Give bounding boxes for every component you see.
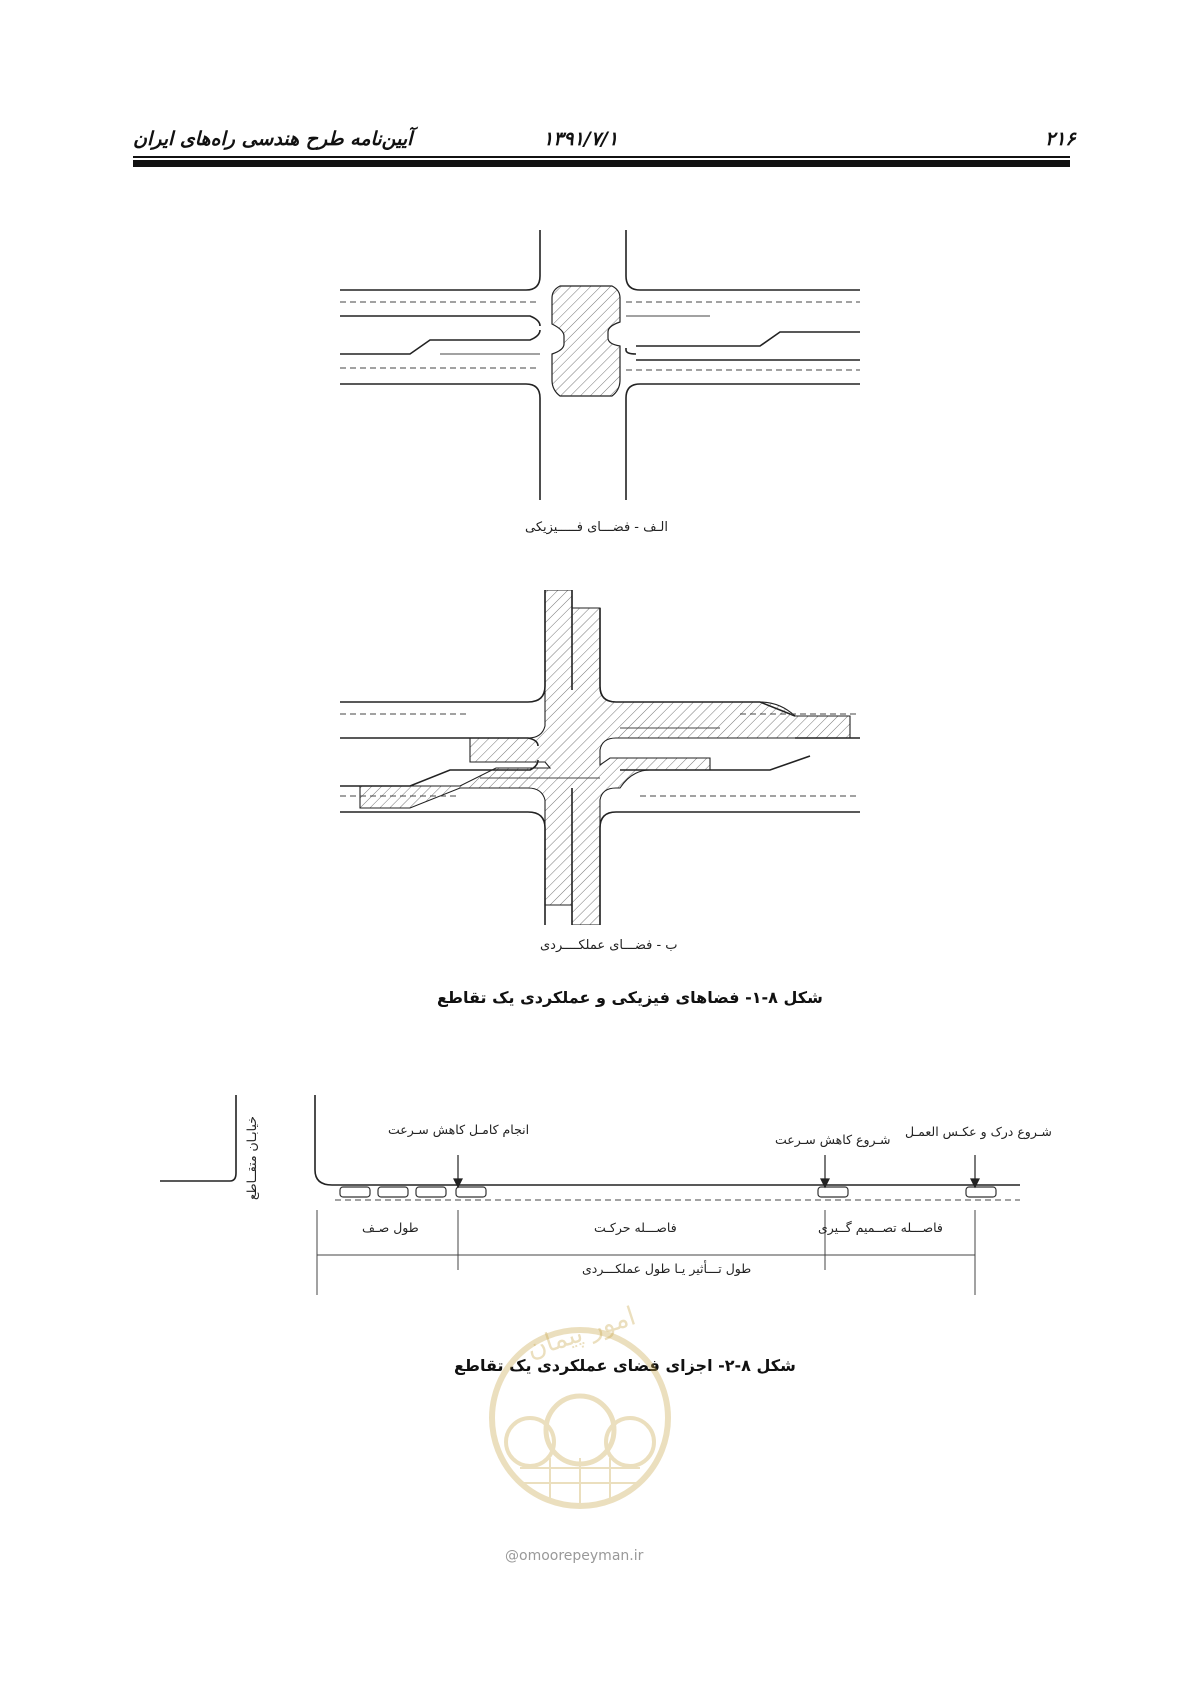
figure1-sub-a: الـف - فضـــای فـــــیزیکی <box>525 520 668 535</box>
page-number: ۲۱۶ <box>1045 128 1076 150</box>
label-perception-reaction: شـروع درک و عکـس العمـل <box>905 1124 1052 1139</box>
watermark-logo-text: امور پیمان <box>523 1301 640 1365</box>
page-date: ۱۳۹۱/۷/۱ <box>543 128 619 150</box>
marker-arrows <box>454 1155 979 1187</box>
functional-hatched-area <box>360 590 850 925</box>
book-title: آیین‌نامه طرح هندسی راه‌های ایران <box>133 128 413 150</box>
watermark-text: @omoorepeyman.ir <box>505 1548 644 1564</box>
figure-functional-space <box>340 590 860 925</box>
segment-maneuver-distance: فاصـــله حرکـت <box>594 1220 677 1235</box>
header-rule-thin <box>133 156 1070 158</box>
figure1-caption: شکل ۸-۱- فضاهای فیزیکی و عملکردی یک تقاطع <box>437 988 823 1007</box>
queued-car-icons <box>340 1187 996 1197</box>
cross-street-label: خیابـان متقــاطع <box>244 1116 259 1200</box>
label-full-deceleration: انجام کامـل کاهش سـرعت <box>388 1122 530 1137</box>
header-rule-thick <box>133 160 1070 167</box>
intersection-hatched-area <box>552 286 620 396</box>
at-icon: @ <box>505 1548 519 1564</box>
label-start-deceleration: شـروع کاهش سـرعت <box>775 1132 891 1147</box>
figure-physical-space <box>340 230 860 500</box>
figure2-caption: شکل ۸-۲- اجزای فضای عملکردی یک تقاطع <box>454 1356 796 1375</box>
segment-queue-length: طول صـف <box>362 1220 419 1235</box>
segment-functional-length: طول تـــأثیر یـا طول عملکـــردی <box>582 1261 752 1276</box>
segment-decision-distance: فاصـــله تصــمیم گــیری <box>818 1220 943 1235</box>
figure1-sub-b: ب - فضـــای عملکــــردی <box>540 938 678 953</box>
